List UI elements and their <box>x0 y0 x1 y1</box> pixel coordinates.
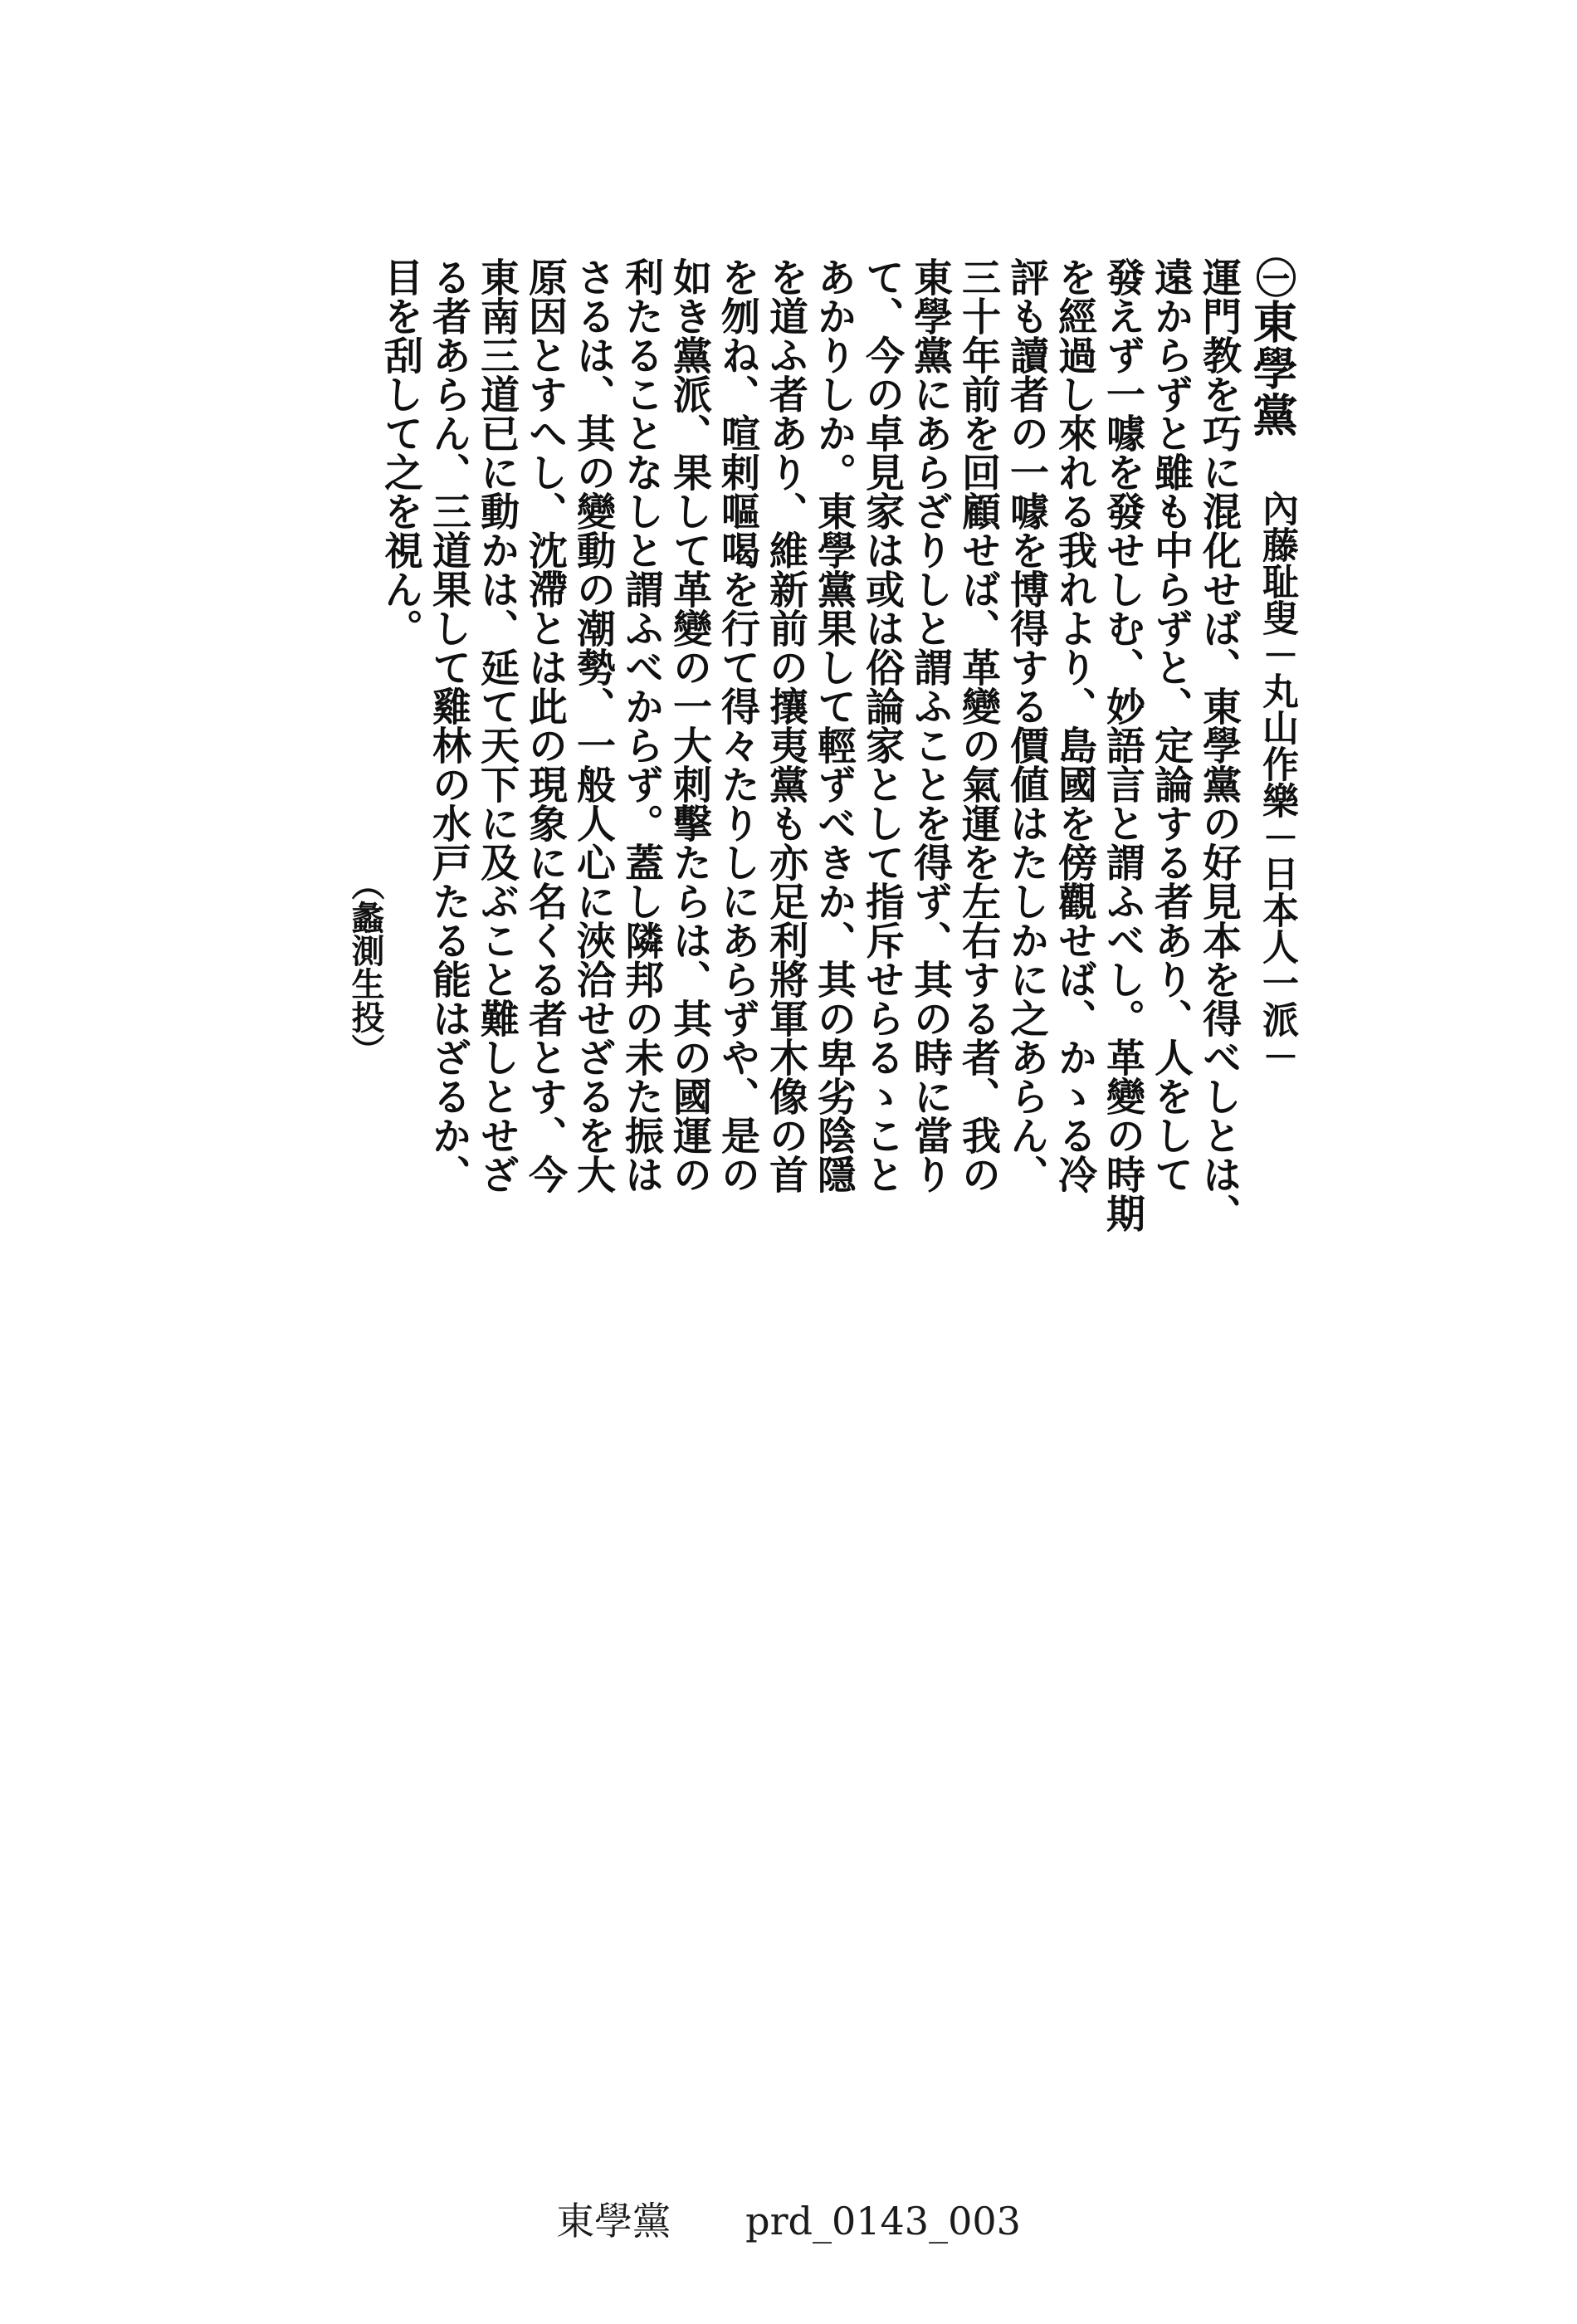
text-column: て、今の卓見家は或は俗論家として指斥せらるゝこと <box>859 257 905 1194</box>
text-column: あかりしか。東學黨果して輕ずべきか、其の卑劣陰隱 <box>811 257 857 1194</box>
article-title <box>1246 257 1299 438</box>
text-column: 利たることなしと謂ふべからず。蓋し隣邦の未た振は <box>618 257 664 1194</box>
text-column: を刎ね、喧剌嘔喝を行て得々たりしにあらずや、是の <box>715 257 760 1194</box>
text-column: 發えず一噱を發せしむ、妙語言と謂ふべし。革變の時期 <box>1100 257 1145 1233</box>
text-column: を經過し來れる我れより、島國を傍觀せば、かゝる冷 <box>1052 257 1097 1194</box>
text-column: 原因とすへし、沈滯とは此の現象に名くる者とす、今 <box>522 257 568 1194</box>
text-column: を道ふ者あり、維新前の攘夷黨も亦足利將軍木像の首 <box>763 257 808 1194</box>
text-column: 目を刮して之を視ん。 <box>378 257 423 647</box>
article-byline: 內藤耻叟－丸山作樂－日本人一派－ <box>1256 490 1298 1074</box>
text-column: 運門教を巧に混化せば、東學黨の好見本を得べしとは、 <box>1196 257 1242 1233</box>
title-text: 東學黨 <box>1246 299 1299 438</box>
text-column: 東南三道已に動かは、延て天下に及ぶこと難しとせざ <box>474 257 520 1194</box>
footer-id: prd_0143_003 <box>745 2199 1021 2243</box>
page-footer <box>0 2191 1577 2246</box>
article-body <box>315 241 1299 1233</box>
text-column: 遠からずと雖も中らずと、定論する者あり、人をして <box>1148 257 1194 1194</box>
title-mark: ㊀ <box>1249 257 1296 299</box>
text-column: さるは、其の變動の潮勢、一般人心に浹洽せざるを大 <box>570 257 616 1194</box>
text-column: る者あらん、三道果して雞林の水戸たる能はざるか、 <box>426 257 471 1194</box>
text-column: 評も讀者の一噱を博得する價値はたしかに之あらん、 <box>1003 257 1049 1194</box>
footer-title: 東學黨 <box>556 2199 671 2243</box>
text-column: 東學黨にあらざりしと謂ふことを得ず、其の時に當り <box>907 257 953 1194</box>
article-signature: （蠡測生投） <box>346 867 385 1067</box>
text-column: 如き黨派、果して革變の一大刺擊たらは、其の國運の <box>666 257 712 1194</box>
text-column: 三十年前を回顧せば、革變の氣運を左右する者、我の <box>955 257 1001 1194</box>
